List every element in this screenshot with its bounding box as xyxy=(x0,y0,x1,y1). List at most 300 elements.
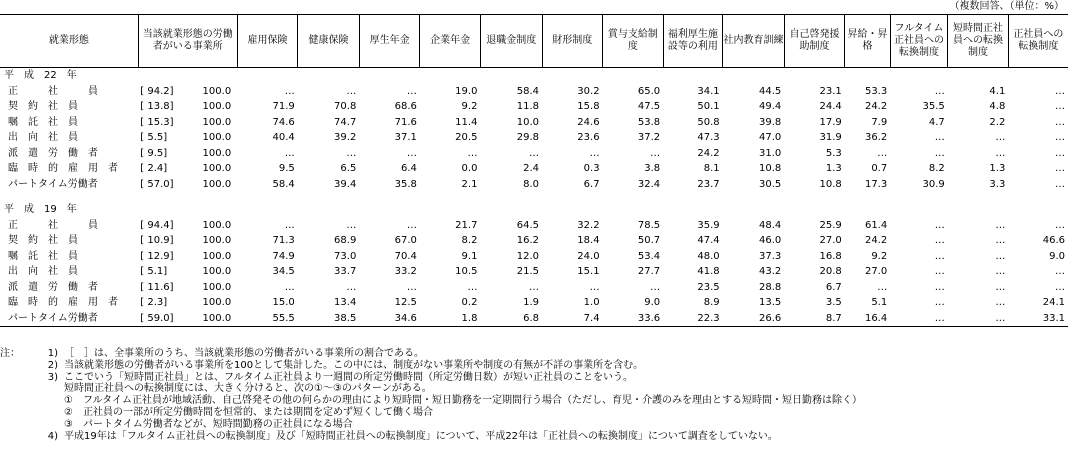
cell-value: … xyxy=(346,147,357,159)
cell-value: … xyxy=(995,219,1006,231)
cell-value: 43.2 xyxy=(758,266,782,277)
cell-value: 9.2 xyxy=(871,250,888,262)
cell-value: … xyxy=(995,297,1006,308)
cell-value: … xyxy=(346,281,357,293)
cell-value: 74.6 xyxy=(272,116,295,128)
cell-value: 33.6 xyxy=(603,311,664,327)
cell-value: 22.3 xyxy=(663,311,723,327)
cell-value: 31.9 xyxy=(819,132,842,143)
cell-value: … xyxy=(346,85,357,97)
cell-value: 1.3 xyxy=(989,163,1006,174)
cell-value: 15.1 xyxy=(577,266,600,277)
note-number: 1) xyxy=(47,348,58,359)
section-title-row xyxy=(0,68,1068,84)
cell-value: … xyxy=(589,281,600,293)
cell-value: … xyxy=(1055,85,1065,97)
note-number: 2) xyxy=(47,359,58,371)
cell-value: … xyxy=(1055,266,1065,277)
row-rate: [ 2.4] xyxy=(140,163,168,174)
row-label: 嘱 託 社 員 xyxy=(8,250,78,262)
note-text: ③ パートタイム労働者などが、短時間勤務の正社員になる場合 xyxy=(64,418,353,430)
cell-value: 71.9 xyxy=(272,101,295,112)
cell-value: 8.2 xyxy=(461,235,478,246)
note-prefix xyxy=(0,395,34,407)
cell-value: 20.8 xyxy=(819,266,842,277)
row-total: 100.0 xyxy=(202,147,232,159)
row-rate: [ 10.9] xyxy=(140,235,174,246)
cell-value: 21.5 xyxy=(516,266,539,277)
cell-value: 36.2 xyxy=(864,132,888,143)
cell-value: … xyxy=(948,311,1009,327)
cell-value: … xyxy=(589,147,600,159)
note-prefix: 注： xyxy=(0,348,20,359)
cell-value: 35.5 xyxy=(922,101,945,112)
cell-value: 17.9 xyxy=(819,116,842,128)
cell-value: 7.9 xyxy=(871,116,888,128)
table-row xyxy=(0,264,1068,280)
row-total: 100.0 xyxy=(202,132,232,143)
section-title: 平 成 22 年 xyxy=(4,70,77,81)
cell-value: 5.3 xyxy=(825,147,842,159)
note-prefix xyxy=(0,431,34,443)
cell-value: … xyxy=(467,281,478,293)
note-number: 3) xyxy=(47,371,58,383)
note-text: ここでいう「短時間正社員」とは、フルタイム正社員より一週間の所定労働時間（所定労働日数）が短い正社員のことをいう。 xyxy=(64,371,633,383)
row-rate: [ 13.8] xyxy=(140,101,174,112)
cell-value: … xyxy=(650,281,661,293)
cell-value: 78.5 xyxy=(637,219,661,231)
cell-value: 18.4 xyxy=(577,235,600,246)
row-label: 臨 時 的 雇 用 者 xyxy=(8,163,118,174)
table-row xyxy=(0,146,1068,162)
note-number: 4) xyxy=(47,430,58,442)
cell-value: … xyxy=(406,281,417,293)
cell-value: 35.9 xyxy=(697,219,720,231)
header-regular-conversion: 正社員への転換制度 xyxy=(1008,15,1068,68)
cell-value: 15.8 xyxy=(577,101,600,112)
row-rate: [ 59.0] xyxy=(138,311,180,327)
cell-value: 27.7 xyxy=(637,266,661,277)
cell-value: 33.1 xyxy=(1008,311,1068,327)
cell-value: 70.8 xyxy=(334,101,357,112)
note-number xyxy=(34,395,64,407)
cell-value: … xyxy=(1055,163,1065,174)
cell-value: 24.0 xyxy=(577,250,600,262)
cell-value: 47.4 xyxy=(697,235,720,246)
cell-value: … xyxy=(877,281,888,293)
cell-value: … xyxy=(529,281,539,293)
cell-value: 13.4 xyxy=(334,297,357,308)
cell-value: … xyxy=(1055,147,1065,159)
cell-value: 8.0 xyxy=(523,178,539,190)
cell-value: 40.4 xyxy=(272,132,295,143)
cell-value: … xyxy=(650,147,661,159)
header-promotion: 昇給・昇格 xyxy=(845,15,890,68)
cell-value: 1.0 xyxy=(583,297,600,308)
note-line xyxy=(0,348,1068,360)
cell-value: … xyxy=(934,266,945,277)
cell-value: … xyxy=(877,147,888,159)
cell-value: 44.5 xyxy=(758,85,782,97)
note-text: ① フルタイム正社員が地域活動、自己啓発その他の何らかの理由により短時間・短日勤務を一定期間行う場合（ただし、育児・介護のみを理由とする短時間・短日勤務は除く） xyxy=(64,395,862,407)
cell-value: 34.1 xyxy=(697,85,720,97)
cell-value: 10.0 xyxy=(516,116,539,128)
cell-value: 4.7 xyxy=(928,116,945,128)
header-establishments: 当該就業形態の労働者がいる事業所 xyxy=(138,15,237,68)
row-total: 100.0 xyxy=(202,281,232,293)
cell-value: 6.5 xyxy=(340,163,357,174)
row-label: 契 約 社 員 xyxy=(8,101,78,112)
cell-value: 26.6 xyxy=(723,311,785,327)
cell-value: 6.7 xyxy=(825,281,842,293)
cell-value: 47.3 xyxy=(697,132,720,143)
cell-value: 11.8 xyxy=(516,101,539,112)
cell-value: 23.7 xyxy=(697,178,720,190)
cell-value: … xyxy=(995,281,1006,293)
cell-value: 9.0 xyxy=(644,297,661,308)
header-employment-insurance: 雇用保険 xyxy=(237,15,298,68)
cell-value: … xyxy=(529,147,539,159)
cell-value: 12.0 xyxy=(516,250,539,262)
cell-value: 24.4 xyxy=(819,101,842,112)
section-spacer xyxy=(0,192,1068,202)
row-total: 100.0 xyxy=(202,266,232,277)
cell-value: 0.2 xyxy=(461,297,478,308)
cell-value: 71.6 xyxy=(394,116,417,128)
cell-value: 30.9 xyxy=(922,178,945,190)
cell-value: 37.3 xyxy=(758,250,782,262)
cell-value: 12.5 xyxy=(394,297,417,308)
cell-value: 8.2 xyxy=(928,163,945,174)
cell-value: … xyxy=(1055,116,1065,128)
row-label: 臨 時 的 雇 用 者 xyxy=(8,297,118,308)
row-rate: [ 57.0] xyxy=(140,178,174,190)
row-rate: [ 5.1] xyxy=(140,266,168,277)
cell-value: 8.1 xyxy=(703,163,720,174)
cell-value: … xyxy=(890,311,948,327)
cell-value: … xyxy=(284,147,295,159)
cell-value: … xyxy=(406,147,417,159)
row-rate: [ 5.5] xyxy=(140,132,168,143)
cell-value: … xyxy=(934,219,945,231)
cell-value: 17.3 xyxy=(864,178,888,190)
header-welfare-facilities: 福利厚生施設等の利用 xyxy=(663,15,723,68)
cell-value: 10.8 xyxy=(758,163,782,174)
cell-value: 70.4 xyxy=(394,250,417,262)
cell-value: … xyxy=(934,250,945,262)
cell-value: 16.8 xyxy=(819,250,842,262)
cell-value: 47.5 xyxy=(637,101,661,112)
cell-value: 61.4 xyxy=(864,219,888,231)
note-number xyxy=(34,419,64,431)
notes xyxy=(0,348,1068,442)
table-row xyxy=(0,295,1068,311)
note-text: ［ ］は、全事業所のうち、当該就業形態の労働者がいる事業所の割合である。 xyxy=(64,348,424,359)
note-prefix xyxy=(0,372,34,384)
row-rate: [ 15.3] xyxy=(140,116,174,128)
cell-value: 29.8 xyxy=(516,132,539,143)
cell-value: 7.4 xyxy=(542,311,603,327)
header-pension: 厚生年金 xyxy=(359,15,420,68)
cell-value: 11.4 xyxy=(455,116,478,128)
note-text: 当該就業形態の労働者がいる事業所を100として集計した。この中には、制度がない事業所や制度の有無が不詳の事業所を含む。 xyxy=(64,359,644,371)
employment-benefits-table xyxy=(0,14,1068,327)
row-label: 出 向 社 員 xyxy=(8,132,78,143)
header-retirement: 退職金制度 xyxy=(480,15,542,68)
cell-value: 20.5 xyxy=(455,132,478,143)
cell-value: 1.9 xyxy=(523,297,539,308)
row-rate: [ 9.5] xyxy=(140,147,168,159)
note-line xyxy=(0,431,1068,443)
cell-value: … xyxy=(406,219,417,231)
row-total: 100.0 xyxy=(202,178,232,190)
cell-value: 58.4 xyxy=(516,85,539,97)
row-total: 100.0 xyxy=(181,311,238,327)
cell-value: … xyxy=(467,147,478,159)
row-total: 100.0 xyxy=(202,297,232,308)
cell-value: … xyxy=(934,235,945,246)
cell-value: 67.0 xyxy=(394,235,417,246)
cell-value: … xyxy=(995,147,1006,159)
cell-value: … xyxy=(995,132,1006,143)
cell-value: 2.4 xyxy=(523,163,539,174)
cell-value: 2.1 xyxy=(461,178,478,190)
note-text: ② 正社員の一部が所定労働時間を恒常的、または期間を定めず短くして働く場合 xyxy=(64,406,433,418)
header-training: 社内教育訓練 xyxy=(723,15,785,68)
row-rate: [ 2.3] xyxy=(140,297,168,308)
row-total: 100.0 xyxy=(202,163,232,174)
note-line xyxy=(0,383,1068,395)
header-bonus: 賞与支給制度 xyxy=(603,15,664,68)
cell-value: 74.9 xyxy=(272,250,295,262)
cell-value: 39.2 xyxy=(334,132,357,143)
row-rate: [ 11.6] xyxy=(140,281,174,293)
cell-value: 23.5 xyxy=(697,281,720,293)
cell-value: 3.3 xyxy=(989,178,1006,190)
cell-value: 37.1 xyxy=(394,132,417,143)
cell-value: 15.0 xyxy=(272,297,295,308)
table-row xyxy=(0,130,1068,146)
cell-value: 4.1 xyxy=(989,85,1006,97)
cell-value: … xyxy=(934,132,945,143)
cell-value: 48.4 xyxy=(758,219,782,231)
row-label: 契 約 社 員 xyxy=(8,235,78,246)
cell-value: 53.8 xyxy=(637,116,661,128)
cell-value: 73.0 xyxy=(334,250,357,262)
cell-value: 53.3 xyxy=(864,85,888,97)
cell-value: 28.8 xyxy=(758,281,782,293)
table-row xyxy=(0,249,1068,265)
cell-value: 46.0 xyxy=(758,235,782,246)
section-title: 平 成 19 年 xyxy=(4,204,77,215)
cell-value: 2.2 xyxy=(989,116,1006,128)
cell-value: 46.6 xyxy=(1042,235,1065,246)
row-total: 100.0 xyxy=(202,101,232,112)
cell-value: … xyxy=(406,85,417,97)
row-rate: [ 94.2] xyxy=(140,85,174,97)
cell-value: 16.2 xyxy=(516,235,539,246)
note-line xyxy=(0,372,1068,384)
row-label: パートタイム労働者 xyxy=(0,311,138,327)
cell-value: … xyxy=(284,219,295,231)
cell-value: … xyxy=(995,266,1006,277)
cell-value: … xyxy=(934,297,945,308)
cell-value: 9.1 xyxy=(461,250,478,262)
row-rate: [ 94.4] xyxy=(140,219,174,231)
cell-value: … xyxy=(1055,101,1065,112)
cell-value: 35.8 xyxy=(394,178,417,190)
note-prefix xyxy=(0,360,34,372)
cell-value: 58.4 xyxy=(272,178,295,190)
cell-value: … xyxy=(995,235,1006,246)
cell-value: 24.2 xyxy=(697,147,720,159)
note-line xyxy=(0,360,1068,372)
cell-value: … xyxy=(1055,219,1065,231)
note-text: 平成19年は「フルタイム正社員への転換制度」及び「短時間正社員への転換制度」について、平成22年は「正社員への転換制度」について調査をしていない。 xyxy=(64,430,778,442)
header-health-insurance: 健康保険 xyxy=(298,15,360,68)
cell-value: … xyxy=(346,219,357,231)
row-total: 100.0 xyxy=(202,116,232,128)
cell-value: … xyxy=(934,85,945,97)
header-shorttime-conversion: 短時間正社員への転換制度 xyxy=(948,15,1009,68)
table-row xyxy=(0,115,1068,131)
cell-value: 6.4 xyxy=(400,163,417,174)
cell-value: … xyxy=(1055,281,1065,293)
cell-value: 68.9 xyxy=(334,235,357,246)
table-row xyxy=(0,161,1068,177)
cell-value: 9.2 xyxy=(461,101,478,112)
cell-value: 27.0 xyxy=(819,235,842,246)
cell-value: 24.2 xyxy=(864,235,888,246)
cell-value: 5.1 xyxy=(871,297,888,308)
cell-value: 50.8 xyxy=(697,116,720,128)
table-row xyxy=(0,99,1068,115)
row-total: 100.0 xyxy=(202,250,232,262)
cell-value: 16.4 xyxy=(845,311,890,327)
row-label: 派 遣 労 働 者 xyxy=(8,281,98,293)
note-prefix xyxy=(0,407,34,419)
section-title-row xyxy=(0,202,1068,218)
cell-value: 8.7 xyxy=(784,311,845,327)
table-row xyxy=(0,177,1068,193)
row-label: 嘱 託 社 員 xyxy=(8,116,78,128)
note-number xyxy=(34,407,64,419)
cell-value: 0.0 xyxy=(461,163,478,174)
header-row xyxy=(0,15,1068,68)
cell-value: 37.2 xyxy=(637,132,661,143)
cell-value: 55.5 xyxy=(237,311,298,327)
cell-value: 4.8 xyxy=(989,101,1006,112)
cell-value: 32.4 xyxy=(637,178,661,190)
cell-value: 13.5 xyxy=(758,297,782,308)
cell-value: … xyxy=(1055,178,1065,190)
header-asset-formation: 財形制度 xyxy=(542,15,603,68)
cell-value: 71.3 xyxy=(272,235,295,246)
cell-value: 32.2 xyxy=(577,219,600,231)
cell-value: 24.2 xyxy=(864,101,888,112)
table-row xyxy=(0,280,1068,296)
row-label: 正 社 員 xyxy=(8,219,98,231)
cell-value: … xyxy=(934,281,945,293)
cell-value: 31.0 xyxy=(758,147,782,159)
note-prefix xyxy=(0,419,34,431)
cell-value: … xyxy=(995,250,1006,262)
cell-value: 10.8 xyxy=(819,178,842,190)
row-label: 出 向 社 員 xyxy=(8,266,78,277)
cell-value: 64.5 xyxy=(516,219,539,231)
header-fulltime-conversion: フルタイム正社員への転換制度 xyxy=(890,15,948,68)
row-rate: [ 12.9] xyxy=(140,250,174,262)
cell-value: 23.6 xyxy=(577,132,600,143)
cell-value: 24.6 xyxy=(577,116,600,128)
cell-value: 3.8 xyxy=(644,163,661,174)
cell-value: 68.6 xyxy=(394,101,417,112)
table-body xyxy=(0,68,1068,327)
cell-value: 39.8 xyxy=(758,116,782,128)
cell-value: 47.0 xyxy=(758,132,782,143)
row-total: 100.0 xyxy=(202,85,232,97)
header-corporate-pension: 企業年金 xyxy=(420,15,481,68)
cell-value: 30.2 xyxy=(577,85,600,97)
note-text: 短時間正社員への転換制度には、大きく分けると、次の①～③のパターンがある。 xyxy=(64,383,432,395)
unit-note: （複数回答、（単位：%） xyxy=(949,1,1064,12)
cell-value: 9.0 xyxy=(1049,250,1065,262)
note-line xyxy=(0,407,1068,419)
row-total: 100.0 xyxy=(202,219,232,231)
cell-value: 30.5 xyxy=(758,178,782,190)
cell-value: 6.8 xyxy=(480,311,542,327)
cell-value: … xyxy=(1055,132,1065,143)
cell-value: 1.8 xyxy=(420,311,481,327)
cell-value: 27.0 xyxy=(864,266,888,277)
cell-value: 19.0 xyxy=(455,85,478,97)
table-row xyxy=(0,218,1068,234)
cell-value: 50.1 xyxy=(697,101,720,112)
table-row xyxy=(0,84,1068,100)
cell-value: 50.7 xyxy=(637,235,661,246)
table-row xyxy=(0,311,1068,327)
cell-value: 0.7 xyxy=(871,163,888,174)
cell-value: 24.1 xyxy=(1042,297,1065,308)
cell-value: … xyxy=(284,85,295,97)
cell-value: 9.5 xyxy=(278,163,295,174)
cell-value: 53.4 xyxy=(637,250,661,262)
cell-value: 33.7 xyxy=(334,266,357,277)
cell-value: 39.4 xyxy=(334,178,357,190)
cell-value: 49.4 xyxy=(758,101,782,112)
cell-value: 1.3 xyxy=(825,163,842,174)
header-self-development: 自己啓発援助制度 xyxy=(784,15,845,68)
cell-value: 33.2 xyxy=(394,266,417,277)
cell-value: … xyxy=(934,147,945,159)
cell-value: 6.7 xyxy=(583,178,600,190)
cell-value: … xyxy=(284,281,295,293)
note-line xyxy=(0,419,1068,431)
row-label: パートタイム労働者 xyxy=(8,178,98,190)
header-employment-form: 就業形態 xyxy=(0,15,138,68)
row-label: 派 遣 労 働 者 xyxy=(8,147,98,159)
cell-value: 38.5 xyxy=(298,311,360,327)
cell-value: 41.8 xyxy=(697,266,720,277)
table-row xyxy=(0,233,1068,249)
cell-value: 23.1 xyxy=(819,85,842,97)
cell-value: 3.5 xyxy=(825,297,842,308)
note-prefix xyxy=(0,383,34,395)
row-total: 100.0 xyxy=(202,235,232,246)
cell-value: 34.6 xyxy=(359,311,420,327)
note-line xyxy=(0,395,1068,407)
cell-value: 0.3 xyxy=(583,163,600,174)
